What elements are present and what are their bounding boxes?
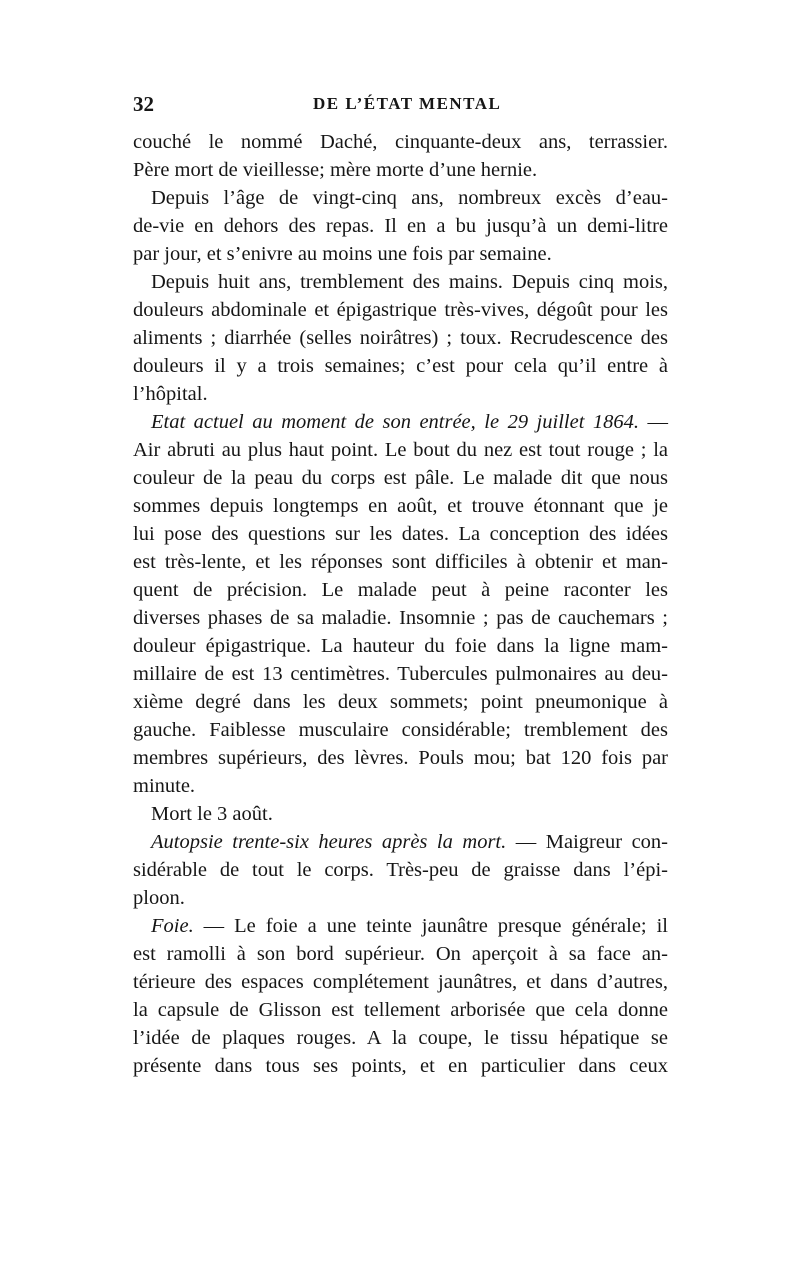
text-span: est très-lente, et les réponses sont difficiles à obtenir et man- [133, 551, 668, 573]
text-span: quent de précision. Le malade peut à peine raconter les [133, 579, 668, 601]
text-span: douleur épigastrique. La hauteur du foie dans la ligne mam- [133, 635, 668, 657]
text-span: xième degré dans les deux sommets; point pneumonique à [133, 691, 668, 713]
text-span: sommes depuis longtemps en août, et trouve étonnant que je [133, 495, 668, 517]
text-span: térieure des espaces complétement jaunâtres, et dans d’autres, [133, 971, 668, 993]
text-span: aliments ; diarrhée (selles noirâtres) ; toux. Recrudescence des [133, 327, 668, 349]
text-span: membres supérieurs, des lèvres. Pouls mou; bat 120 fois par [133, 747, 668, 769]
text-span: diverses phases de sa maladie. Insomnie ; pas de cauchemars ; [133, 607, 668, 629]
text-span: Depuis huit ans, tremblement des mains. Depuis cinq mois, [151, 271, 668, 293]
text-span: présente dans tous ses points, et en particulier dans ceux [133, 1055, 668, 1077]
text-span: douleurs il y a trois semaines; c’est pour cela qu’il entre à [133, 355, 668, 377]
italic-heading: Foie. [151, 915, 194, 937]
italic-heading: Autopsie trente-six heures après la mort. [151, 831, 507, 853]
text-span: — Le foie a une teinte jaunâtre presque générale; il [193, 915, 668, 937]
text-span: l’idée de plaques rouges. A la coupe, le tissu hépatique se [133, 1027, 668, 1049]
text-span: gauche. Faiblesse musculaire considérable; tremblement des [133, 719, 668, 741]
text-span: par jour, et s’enivre au moins une fois par semaine. [133, 243, 552, 265]
text-span: — Maigreur con- [506, 831, 669, 853]
text-span: Mort le 3 août. [151, 803, 273, 825]
text-span: Père mort de vieillesse; mère morte d’une hernie. [133, 159, 538, 181]
text-span: douleurs abdominale et épigastrique très-vives, dégoût pour les [133, 299, 668, 321]
text-span: Air abruti au plus haut point. Le bout du nez est tout rouge ; la [133, 439, 668, 461]
text-span: lui pose des questions sur les dates. La conception des idées [133, 523, 668, 545]
running-title: DE L’ÉTAT MENTAL [313, 94, 502, 113]
text-span: ploon. [133, 887, 185, 909]
text-span: sidérable de tout le corps. Très-peu de graisse dans l’épi- [133, 859, 668, 881]
text-span: — [639, 411, 669, 433]
italic-heading: Etat actuel au moment de son entrée, le 29 juillet 1864. [151, 411, 640, 433]
text-span: minute. [133, 775, 196, 797]
text-span: couleur de la peau du corps est pâle. Le malade dit que nous [133, 467, 668, 489]
text-span: est ramolli à son bord supérieur. On aperçoit à sa face an- [133, 943, 668, 965]
text-span: la capsule de Glisson est tellement arborisée que cela donne [133, 999, 668, 1021]
page-number: 32 [133, 92, 154, 116]
text-span: couché le nommé Daché, cinquante-deux ans, terrassier. [133, 131, 668, 153]
text-line [133, 1050, 668, 1082]
text-span: millaire de est 13 centimètres. Tubercules pulmonaires au deu- [133, 663, 668, 685]
text-span: de-vie en dehors des repas. Il en a bu jusqu’à un demi-litre [133, 215, 668, 237]
text-span: Depuis l’âge de vingt-cinq ans, nombreux excès d’eau- [151, 187, 668, 209]
text-span: l’hôpital. [133, 383, 208, 405]
running-header [133, 92, 668, 118]
